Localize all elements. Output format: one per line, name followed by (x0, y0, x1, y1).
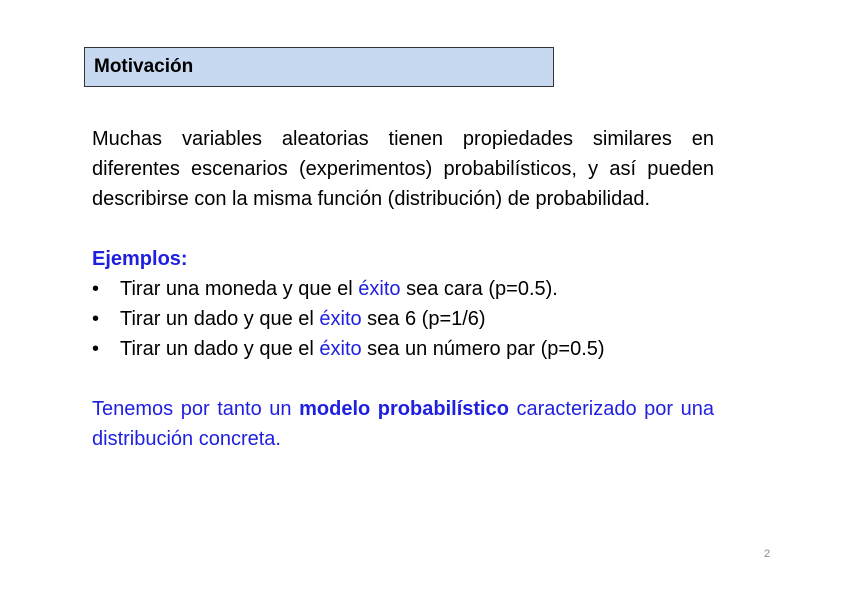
example-text-after: sea cara (p=0.5). (400, 278, 558, 300)
list-item (92, 304, 714, 334)
example-text-before: Tirar un dado y que el (120, 338, 320, 360)
intro-paragraph: Muchas variables aleatorias tienen propiedades similares en diferentes escenarios (experimentos) probabilísticos, y así pueden describirse con la misma función (distribución) de probabilidad. (92, 128, 714, 210)
example-highlight: éxito (319, 308, 362, 330)
slide-title: Motivación (94, 56, 194, 77)
example-highlight: éxito (358, 278, 401, 300)
example-highlight: éxito (319, 338, 362, 360)
examples-heading: Ejemplos: (92, 248, 188, 270)
slide-title-box (84, 47, 554, 87)
examples-list (92, 274, 714, 364)
conclusion-bold: modelo probabilístico (299, 398, 509, 420)
example-text-after: sea un número par (p=0.5) (361, 338, 605, 360)
example-text-after: sea 6 (p=1/6) (361, 308, 486, 330)
list-item (92, 274, 714, 304)
conclusion-paragraph (92, 394, 714, 454)
bullet-icon: • (92, 338, 100, 360)
list-item (92, 334, 714, 364)
slide-content (92, 124, 714, 454)
bullet-icon: • (92, 308, 100, 330)
page-number: 2 (764, 548, 771, 560)
conclusion-text-before: Tenemos por tanto un (92, 398, 300, 420)
conclusion-text-after: caracterizado por una distribución concreta. (92, 398, 715, 450)
example-text-before: Tirar un dado y que el (120, 308, 320, 330)
example-text-before: Tirar una moneda y que el (120, 278, 359, 300)
bullet-icon: • (92, 278, 100, 300)
